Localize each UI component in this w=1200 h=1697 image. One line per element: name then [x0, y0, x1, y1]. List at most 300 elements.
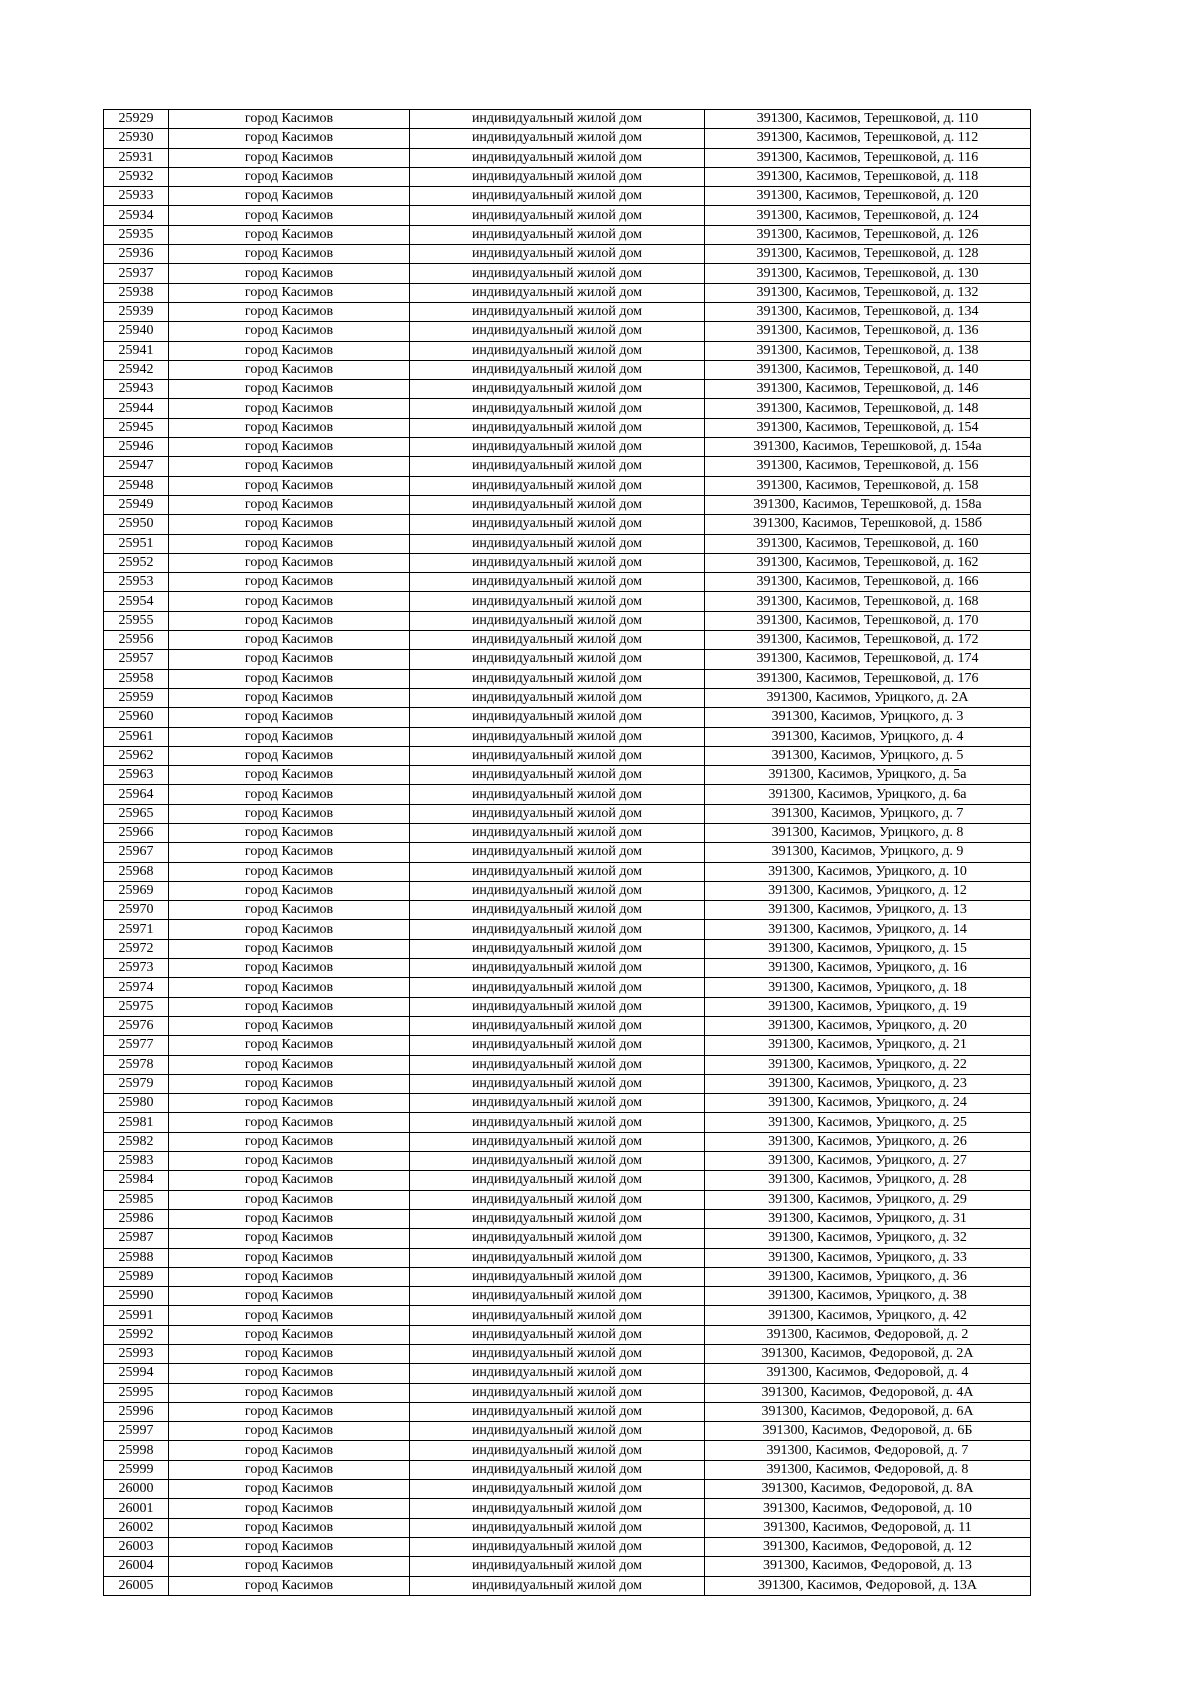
record-number-cell: 26004 [104, 1557, 169, 1576]
record-number-cell: 25982 [104, 1132, 169, 1151]
table-row [104, 1094, 1031, 1113]
record-number-cell: 25949 [104, 495, 169, 514]
locality-cell: город Касимов [169, 1306, 410, 1325]
locality-cell: город Касимов [169, 1576, 410, 1595]
address-cell: 391300, Касимов, Терешковой, д. 158а [705, 495, 1031, 514]
record-number-cell: 25960 [104, 708, 169, 727]
locality-cell: город Касимов [169, 650, 410, 669]
building-type-cell: индивидуальный жилой дом [410, 476, 705, 495]
locality-cell: город Касимов [169, 1132, 410, 1151]
table-row [104, 148, 1031, 167]
locality-cell: город Касимов [169, 843, 410, 862]
locality-cell: город Касимов [169, 1016, 410, 1035]
table-row [104, 1480, 1031, 1499]
building-type-cell: индивидуальный жилой дом [410, 380, 705, 399]
record-number-cell: 25937 [104, 264, 169, 283]
locality-cell: город Касимов [169, 264, 410, 283]
locality-cell: город Касимов [169, 592, 410, 611]
building-type-cell: индивидуальный жилой дом [410, 1132, 705, 1151]
building-type-cell: индивидуальный жилой дом [410, 341, 705, 360]
table-row [104, 1074, 1031, 1093]
table-row [104, 766, 1031, 785]
table-row [104, 1306, 1031, 1325]
building-type-cell: индивидуальный жилой дом [410, 823, 705, 842]
locality-cell: город Касимов [169, 881, 410, 900]
address-cell: 391300, Касимов, Федоровой, д. 12 [705, 1537, 1031, 1556]
building-type-cell: индивидуальный жилой дом [410, 167, 705, 186]
building-type-cell: индивидуальный жилой дом [410, 1152, 705, 1171]
address-cell: 391300, Касимов, Терешковой, д. 168 [705, 592, 1031, 611]
record-number-cell: 26005 [104, 1576, 169, 1595]
table-row [104, 997, 1031, 1016]
record-number-cell: 25945 [104, 418, 169, 437]
record-number-cell: 25978 [104, 1055, 169, 1074]
address-cell: 391300, Касимов, Терешковой, д. 120 [705, 187, 1031, 206]
table-row [104, 495, 1031, 514]
address-cell: 391300, Касимов, Федоровой, д. 2А [705, 1345, 1031, 1364]
locality-cell: город Касимов [169, 901, 410, 920]
table-row [104, 804, 1031, 823]
address-cell: 391300, Касимов, Федоровой, д. 8 [705, 1460, 1031, 1479]
record-number-cell: 25943 [104, 380, 169, 399]
building-type-cell: индивидуальный жилой дом [410, 1537, 705, 1556]
locality-cell: город Касимов [169, 322, 410, 341]
record-number-cell: 25990 [104, 1287, 169, 1306]
table-row [104, 592, 1031, 611]
locality-cell: город Касимов [169, 997, 410, 1016]
locality-cell: город Касимов [169, 1267, 410, 1286]
address-cell: 391300, Касимов, Урицкого, д. 32 [705, 1229, 1031, 1248]
record-number-cell: 25958 [104, 669, 169, 688]
record-number-cell: 25983 [104, 1152, 169, 1171]
table-row [104, 380, 1031, 399]
locality-cell: город Касимов [169, 959, 410, 978]
record-number-cell: 25992 [104, 1325, 169, 1344]
locality-cell: город Касимов [169, 129, 410, 148]
building-type-cell: индивидуальный жилой дом [410, 206, 705, 225]
locality-cell: город Касимов [169, 476, 410, 495]
building-type-cell: индивидуальный жилой дом [410, 881, 705, 900]
address-cell: 391300, Касимов, Урицкого, д. 20 [705, 1016, 1031, 1035]
record-number-cell: 25930 [104, 129, 169, 148]
address-cell: 391300, Касимов, Урицкого, д. 16 [705, 959, 1031, 978]
table-row [104, 515, 1031, 534]
address-cell: 391300, Касимов, Терешковой, д. 170 [705, 611, 1031, 630]
building-type-cell: индивидуальный жилой дом [410, 1460, 705, 1479]
building-type-cell: индивидуальный жилой дом [410, 631, 705, 650]
table-row [104, 399, 1031, 418]
building-type-cell: индивидуальный жилой дом [410, 283, 705, 302]
table-row [104, 573, 1031, 592]
address-cell: 391300, Касимов, Терешковой, д. 146 [705, 380, 1031, 399]
building-type-cell: индивидуальный жилой дом [410, 1557, 705, 1576]
address-cell: 391300, Касимов, Урицкого, д. 19 [705, 997, 1031, 1016]
building-type-cell: индивидуальный жилой дом [410, 1480, 705, 1499]
record-number-cell: 25933 [104, 187, 169, 206]
building-type-cell: индивидуальный жилой дом [410, 1036, 705, 1055]
table-row [104, 1190, 1031, 1209]
record-number-cell: 25975 [104, 997, 169, 1016]
record-number-cell: 25959 [104, 688, 169, 707]
locality-cell: город Касимов [169, 1287, 410, 1306]
record-number-cell: 25956 [104, 631, 169, 650]
locality-cell: город Касимов [169, 110, 410, 129]
locality-cell: город Касимов [169, 1055, 410, 1074]
address-cell: 391300, Касимов, Терешковой, д. 174 [705, 650, 1031, 669]
table-row [104, 823, 1031, 842]
building-type-cell: индивидуальный жилой дом [410, 1306, 705, 1325]
record-number-cell: 25942 [104, 360, 169, 379]
address-cell: 391300, Касимов, Урицкого, д. 23 [705, 1074, 1031, 1093]
building-type-cell: индивидуальный жилой дом [410, 959, 705, 978]
building-type-cell: индивидуальный жилой дом [410, 785, 705, 804]
table-row [104, 110, 1031, 129]
locality-cell: город Касимов [169, 553, 410, 572]
table-row [104, 920, 1031, 939]
address-cell: 391300, Касимов, Урицкого, д. 6а [705, 785, 1031, 804]
building-type-cell: индивидуальный жилой дом [410, 592, 705, 611]
record-number-cell: 25941 [104, 341, 169, 360]
building-type-cell: индивидуальный жилой дом [410, 1441, 705, 1460]
address-cell: 391300, Касимов, Урицкого, д. 24 [705, 1094, 1031, 1113]
address-cell: 391300, Касимов, Терешковой, д. 166 [705, 573, 1031, 592]
locality-cell: город Касимов [169, 1325, 410, 1344]
record-number-cell: 25955 [104, 611, 169, 630]
building-type-cell: индивидуальный жилой дом [410, 1287, 705, 1306]
locality-cell: город Касимов [169, 206, 410, 225]
locality-cell: город Касимов [169, 1557, 410, 1576]
table-row [104, 1055, 1031, 1074]
record-number-cell: 25962 [104, 746, 169, 765]
address-cell: 391300, Касимов, Терешковой, д. 162 [705, 553, 1031, 572]
locality-cell: город Касимов [169, 495, 410, 514]
address-cell: 391300, Касимов, Урицкого, д. 4 [705, 727, 1031, 746]
building-type-cell: индивидуальный жилой дом [410, 1229, 705, 1248]
record-number-cell: 25969 [104, 881, 169, 900]
table-row [104, 283, 1031, 302]
locality-cell: город Касимов [169, 1499, 410, 1518]
table-row [104, 264, 1031, 283]
address-cell: 391300, Касимов, Терешковой, д. 172 [705, 631, 1031, 650]
building-type-cell: индивидуальный жилой дом [410, 515, 705, 534]
table-row [104, 1229, 1031, 1248]
building-type-cell: индивидуальный жилой дом [410, 553, 705, 572]
table-row [104, 1248, 1031, 1267]
table-row [104, 978, 1031, 997]
building-type-cell: индивидуальный жилой дом [410, 1499, 705, 1518]
locality-cell: город Касимов [169, 399, 410, 418]
address-cell: 391300, Касимов, Урицкого, д. 22 [705, 1055, 1031, 1074]
building-type-cell: индивидуальный жилой дом [410, 1325, 705, 1344]
building-type-cell: индивидуальный жилой дом [410, 1402, 705, 1421]
building-type-cell: индивидуальный жилой дом [410, 1383, 705, 1402]
address-cell: 391300, Касимов, Терешковой, д. 138 [705, 341, 1031, 360]
table-row [104, 1499, 1031, 1518]
address-cell: 391300, Касимов, Терешковой, д. 110 [705, 110, 1031, 129]
locality-cell: город Касимов [169, 534, 410, 553]
table-row [104, 1113, 1031, 1132]
table-row [104, 1460, 1031, 1479]
record-number-cell: 25974 [104, 978, 169, 997]
building-type-cell: индивидуальный жилой дом [410, 245, 705, 264]
address-cell: 391300, Касимов, Терешковой, д. 158б [705, 515, 1031, 534]
address-cell: 391300, Касимов, Урицкого, д. 33 [705, 1248, 1031, 1267]
building-type-cell: индивидуальный жилой дом [410, 1518, 705, 1537]
locality-cell: город Касимов [169, 1402, 410, 1421]
locality-cell: город Касимов [169, 360, 410, 379]
address-cell: 391300, Касимов, Федоровой, д. 10 [705, 1499, 1031, 1518]
locality-cell: город Касимов [169, 669, 410, 688]
table-row [104, 1557, 1031, 1576]
record-number-cell: 25951 [104, 534, 169, 553]
table-row [104, 1209, 1031, 1228]
address-cell: 391300, Касимов, Урицкого, д. 28 [705, 1171, 1031, 1190]
address-cell: 391300, Касимов, Терешковой, д. 134 [705, 302, 1031, 321]
building-type-cell: индивидуальный жилой дом [410, 1267, 705, 1286]
building-type-cell: индивидуальный жилой дом [410, 187, 705, 206]
table-row [104, 746, 1031, 765]
address-cell: 391300, Касимов, Федоровой, д. 2 [705, 1325, 1031, 1344]
table-row [104, 167, 1031, 186]
building-type-cell: индивидуальный жилой дом [410, 746, 705, 765]
record-number-cell: 25936 [104, 245, 169, 264]
address-cell: 391300, Касимов, Федоровой, д. 7 [705, 1441, 1031, 1460]
address-cell: 391300, Касимов, Федоровой, д. 13А [705, 1576, 1031, 1595]
table-row [104, 843, 1031, 862]
address-cell: 391300, Касимов, Урицкого, д. 8 [705, 823, 1031, 842]
locality-cell: город Касимов [169, 823, 410, 842]
locality-cell: город Касимов [169, 688, 410, 707]
record-number-cell: 25957 [104, 650, 169, 669]
table-row [104, 341, 1031, 360]
locality-cell: город Касимов [169, 418, 410, 437]
locality-cell: город Касимов [169, 245, 410, 264]
locality-cell: город Касимов [169, 148, 410, 167]
table-row [104, 206, 1031, 225]
address-cell: 391300, Касимов, Урицкого, д. 5 [705, 746, 1031, 765]
locality-cell: город Касимов [169, 1345, 410, 1364]
record-number-cell: 25993 [104, 1345, 169, 1364]
address-cell: 391300, Касимов, Урицкого, д. 2А [705, 688, 1031, 707]
address-cell: 391300, Касимов, Терешковой, д. 124 [705, 206, 1031, 225]
table-row [104, 1287, 1031, 1306]
record-number-cell: 25967 [104, 843, 169, 862]
record-number-cell: 25934 [104, 206, 169, 225]
table-row [104, 476, 1031, 495]
record-number-cell: 25965 [104, 804, 169, 823]
record-number-cell: 25984 [104, 1171, 169, 1190]
locality-cell: город Касимов [169, 1364, 410, 1383]
building-type-cell: индивидуальный жилой дом [410, 1016, 705, 1035]
table-row [104, 225, 1031, 244]
table-row [104, 631, 1031, 650]
building-type-cell: индивидуальный жилой дом [410, 920, 705, 939]
table-row [104, 534, 1031, 553]
locality-cell: город Касимов [169, 1152, 410, 1171]
locality-cell: город Касимов [169, 631, 410, 650]
table-row [104, 187, 1031, 206]
address-cell: 391300, Касимов, Урицкого, д. 3 [705, 708, 1031, 727]
building-type-cell: индивидуальный жилой дом [410, 148, 705, 167]
record-number-cell: 25964 [104, 785, 169, 804]
locality-cell: город Касимов [169, 785, 410, 804]
building-type-cell: индивидуальный жилой дом [410, 669, 705, 688]
locality-cell: город Касимов [169, 515, 410, 534]
table-row [104, 1036, 1031, 1055]
record-number-cell: 25946 [104, 438, 169, 457]
address-cell: 391300, Касимов, Терешковой, д. 160 [705, 534, 1031, 553]
table-row [104, 1345, 1031, 1364]
locality-cell: город Касимов [169, 939, 410, 958]
locality-cell: город Касимов [169, 1460, 410, 1479]
address-cell: 391300, Касимов, Урицкого, д. 26 [705, 1132, 1031, 1151]
locality-cell: город Касимов [169, 1441, 410, 1460]
locality-cell: город Касимов [169, 746, 410, 765]
table-row [104, 1267, 1031, 1286]
address-cell: 391300, Касимов, Урицкого, д. 15 [705, 939, 1031, 958]
record-number-cell: 26003 [104, 1537, 169, 1556]
building-type-cell: индивидуальный жилой дом [410, 1113, 705, 1132]
building-type-cell: индивидуальный жилой дом [410, 399, 705, 418]
building-type-cell: индивидуальный жилой дом [410, 225, 705, 244]
address-cell: 391300, Касимов, Урицкого, д. 21 [705, 1036, 1031, 1055]
address-cell: 391300, Касимов, Урицкого, д. 13 [705, 901, 1031, 920]
record-number-cell: 25996 [104, 1402, 169, 1421]
building-type-cell: индивидуальный жилой дом [410, 534, 705, 553]
record-number-cell: 25989 [104, 1267, 169, 1286]
address-cell: 391300, Касимов, Урицкого, д. 42 [705, 1306, 1031, 1325]
address-cell: 391300, Касимов, Терешковой, д. 140 [705, 360, 1031, 379]
locality-cell: город Касимов [169, 1094, 410, 1113]
record-number-cell: 25950 [104, 515, 169, 534]
locality-cell: город Касимов [169, 302, 410, 321]
table-row [104, 1576, 1031, 1595]
building-type-cell: индивидуальный жилой дом [410, 360, 705, 379]
record-number-cell: 25995 [104, 1383, 169, 1402]
building-type-cell: индивидуальный жилой дом [410, 1074, 705, 1093]
building-type-cell: индивидуальный жилой дом [410, 1055, 705, 1074]
record-number-cell: 25952 [104, 553, 169, 572]
building-type-cell: индивидуальный жилой дом [410, 1248, 705, 1267]
building-type-cell: индивидуальный жилой дом [410, 322, 705, 341]
building-type-cell: индивидуальный жилой дом [410, 978, 705, 997]
record-number-cell: 25972 [104, 939, 169, 958]
address-cell: 391300, Касимов, Терешковой, д. 148 [705, 399, 1031, 418]
building-type-cell: индивидуальный жилой дом [410, 804, 705, 823]
address-cell: 391300, Касимов, Терешковой, д. 154а [705, 438, 1031, 457]
locality-cell: город Касимов [169, 573, 410, 592]
address-cell: 391300, Касимов, Урицкого, д. 7 [705, 804, 1031, 823]
table-row [104, 438, 1031, 457]
record-number-cell: 25935 [104, 225, 169, 244]
address-cell: 391300, Касимов, Урицкого, д. 31 [705, 1209, 1031, 1228]
address-cell: 391300, Касимов, Терешковой, д. 136 [705, 322, 1031, 341]
locality-cell: город Касимов [169, 1480, 410, 1499]
address-cell: 391300, Касимов, Терешковой, д. 176 [705, 669, 1031, 688]
record-number-cell: 25947 [104, 457, 169, 476]
address-cell: 391300, Касимов, Терешковой, д. 156 [705, 457, 1031, 476]
building-type-cell: индивидуальный жилой дом [410, 688, 705, 707]
table-row [104, 611, 1031, 630]
record-number-cell: 25986 [104, 1209, 169, 1228]
building-type-cell: индивидуальный жилой дом [410, 843, 705, 862]
record-number-cell: 25976 [104, 1016, 169, 1035]
address-cell: 391300, Касимов, Урицкого, д. 38 [705, 1287, 1031, 1306]
building-type-cell: индивидуальный жилой дом [410, 862, 705, 881]
table-row [104, 708, 1031, 727]
locality-cell: город Касимов [169, 920, 410, 939]
table-row [104, 862, 1031, 881]
table-row [104, 322, 1031, 341]
address-cell: 391300, Касимов, Терешковой, д. 112 [705, 129, 1031, 148]
table-row [104, 1016, 1031, 1035]
building-type-cell: индивидуальный жилой дом [410, 129, 705, 148]
record-number-cell: 25948 [104, 476, 169, 495]
locality-cell: город Касимов [169, 708, 410, 727]
record-number-cell: 25977 [104, 1036, 169, 1055]
table-row [104, 1537, 1031, 1556]
address-cell: 391300, Касимов, Урицкого, д. 12 [705, 881, 1031, 900]
locality-cell: город Касимов [169, 225, 410, 244]
locality-cell: город Касимов [169, 804, 410, 823]
table-row [104, 457, 1031, 476]
table-row [104, 1422, 1031, 1441]
locality-cell: город Касимов [169, 1209, 410, 1228]
table-row [104, 418, 1031, 437]
housing-registry-table [103, 109, 1031, 1596]
record-number-cell: 25963 [104, 766, 169, 785]
building-type-cell: индивидуальный жилой дом [410, 264, 705, 283]
table-row [104, 1364, 1031, 1383]
building-type-cell: индивидуальный жилой дом [410, 1190, 705, 1209]
building-type-cell: индивидуальный жилой дом [410, 901, 705, 920]
address-cell: 391300, Касимов, Федоровой, д. 4 [705, 1364, 1031, 1383]
table-row [104, 302, 1031, 321]
record-number-cell: 25961 [104, 727, 169, 746]
table-row [104, 129, 1031, 148]
locality-cell: город Касимов [169, 611, 410, 630]
locality-cell: город Касимов [169, 283, 410, 302]
address-cell: 391300, Касимов, Терешковой, д. 116 [705, 148, 1031, 167]
record-number-cell: 25971 [104, 920, 169, 939]
locality-cell: город Касимов [169, 862, 410, 881]
table-row [104, 245, 1031, 264]
record-number-cell: 25997 [104, 1422, 169, 1441]
record-number-cell: 26000 [104, 1480, 169, 1499]
locality-cell: город Касимов [169, 1229, 410, 1248]
address-cell: 391300, Касимов, Терешковой, д. 132 [705, 283, 1031, 302]
building-type-cell: индивидуальный жилой дом [410, 1094, 705, 1113]
record-number-cell: 26001 [104, 1499, 169, 1518]
table-row [104, 688, 1031, 707]
address-cell: 391300, Касимов, Федоровой, д. 8А [705, 1480, 1031, 1499]
record-number-cell: 25938 [104, 283, 169, 302]
building-type-cell: индивидуальный жилой дом [410, 766, 705, 785]
record-number-cell: 25966 [104, 823, 169, 842]
building-type-cell: индивидуальный жилой дом [410, 1576, 705, 1595]
address-cell: 391300, Касимов, Урицкого, д. 36 [705, 1267, 1031, 1286]
address-cell: 391300, Касимов, Урицкого, д. 9 [705, 843, 1031, 862]
record-number-cell: 25932 [104, 167, 169, 186]
record-number-cell: 25981 [104, 1113, 169, 1132]
address-cell: 391300, Касимов, Терешковой, д. 158 [705, 476, 1031, 495]
record-number-cell: 25954 [104, 592, 169, 611]
locality-cell: город Касимов [169, 1190, 410, 1209]
building-type-cell: индивидуальный жилой дом [410, 650, 705, 669]
table-row [104, 669, 1031, 688]
table-row [104, 785, 1031, 804]
building-type-cell: индивидуальный жилой дом [410, 708, 705, 727]
